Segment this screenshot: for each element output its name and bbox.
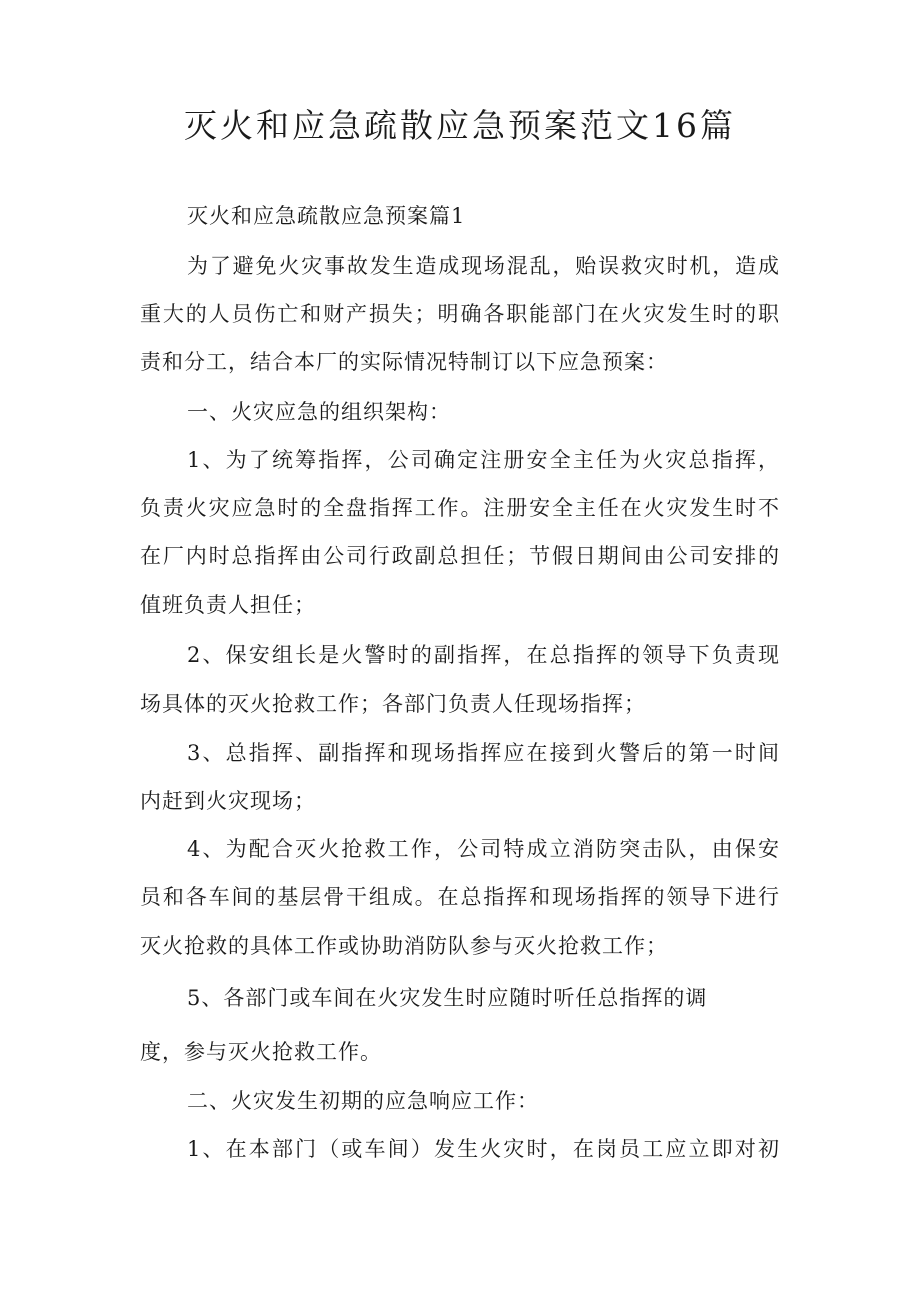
paragraph-line: 3、总指挥、副指挥和现场指挥应在接到火警后的第一时间 <box>187 741 780 765</box>
paragraph-line: 4、为配合灭火抢救工作，公司特成立消防突击队，由保安 <box>187 837 780 861</box>
paragraph-line: 1、在本部门（或车间）发生火灾时，在岗员工应立即对初 <box>187 1137 780 1161</box>
paragraph-line: 场具体的灭火抢救工作；各部门负责人任现场指挥； <box>140 692 646 716</box>
section-heading: 一、火灾应急的组织架构： <box>187 400 451 424</box>
paragraph-line: 2、保安组长是火警时的副指挥，在总指挥的领导下负责现 <box>187 643 780 667</box>
paragraph-line: 1、为了统筹指挥，公司确定注册安全主任为火灾总指挥， <box>187 448 780 472</box>
paragraph-line: 员和各车间的基层骨干组成。在总指挥和现场指挥的领导下进行 <box>140 885 780 909</box>
paragraph-line: 灭火抢救的具体工作或协助消防队参与灭火抢救工作； <box>140 934 668 958</box>
paragraph-line: 值班负责人担任； <box>140 593 316 617</box>
paragraph-line: 为了避免火灾事故发生造成现场混乱，贻误救灾时机，造成 <box>187 254 780 278</box>
document-title: 灭火和应急疏散应急预案范文16篇 <box>184 106 736 145</box>
section-heading: 灭火和应急疏散应急预案篇1 <box>187 204 466 228</box>
paragraph-line: 负责火灾应急时的全盘指挥工作。注册安全主任在火灾发生时不 <box>140 496 780 520</box>
section-heading: 二、火灾发生初期的应急响应工作： <box>187 1089 539 1113</box>
paragraph-line: 内赶到火灾现场； <box>140 789 316 813</box>
paragraph-line: 5、各部门或车间在火灾发生时应随时听任总指挥的调 <box>187 986 708 1010</box>
paragraph-line: 度，参与灭火抢救工作。 <box>140 1040 382 1064</box>
paragraph-line: 重大的人员伤亡和财产损失；明确各职能部门在火灾发生时的职 <box>140 302 780 326</box>
paragraph-line: 在厂内时总指挥由公司行政副总担任；节假日期间由公司安排的 <box>140 544 780 568</box>
paragraph-line: 责和分工，结合本厂的实际情况特制订以下应急预案： <box>140 350 668 374</box>
